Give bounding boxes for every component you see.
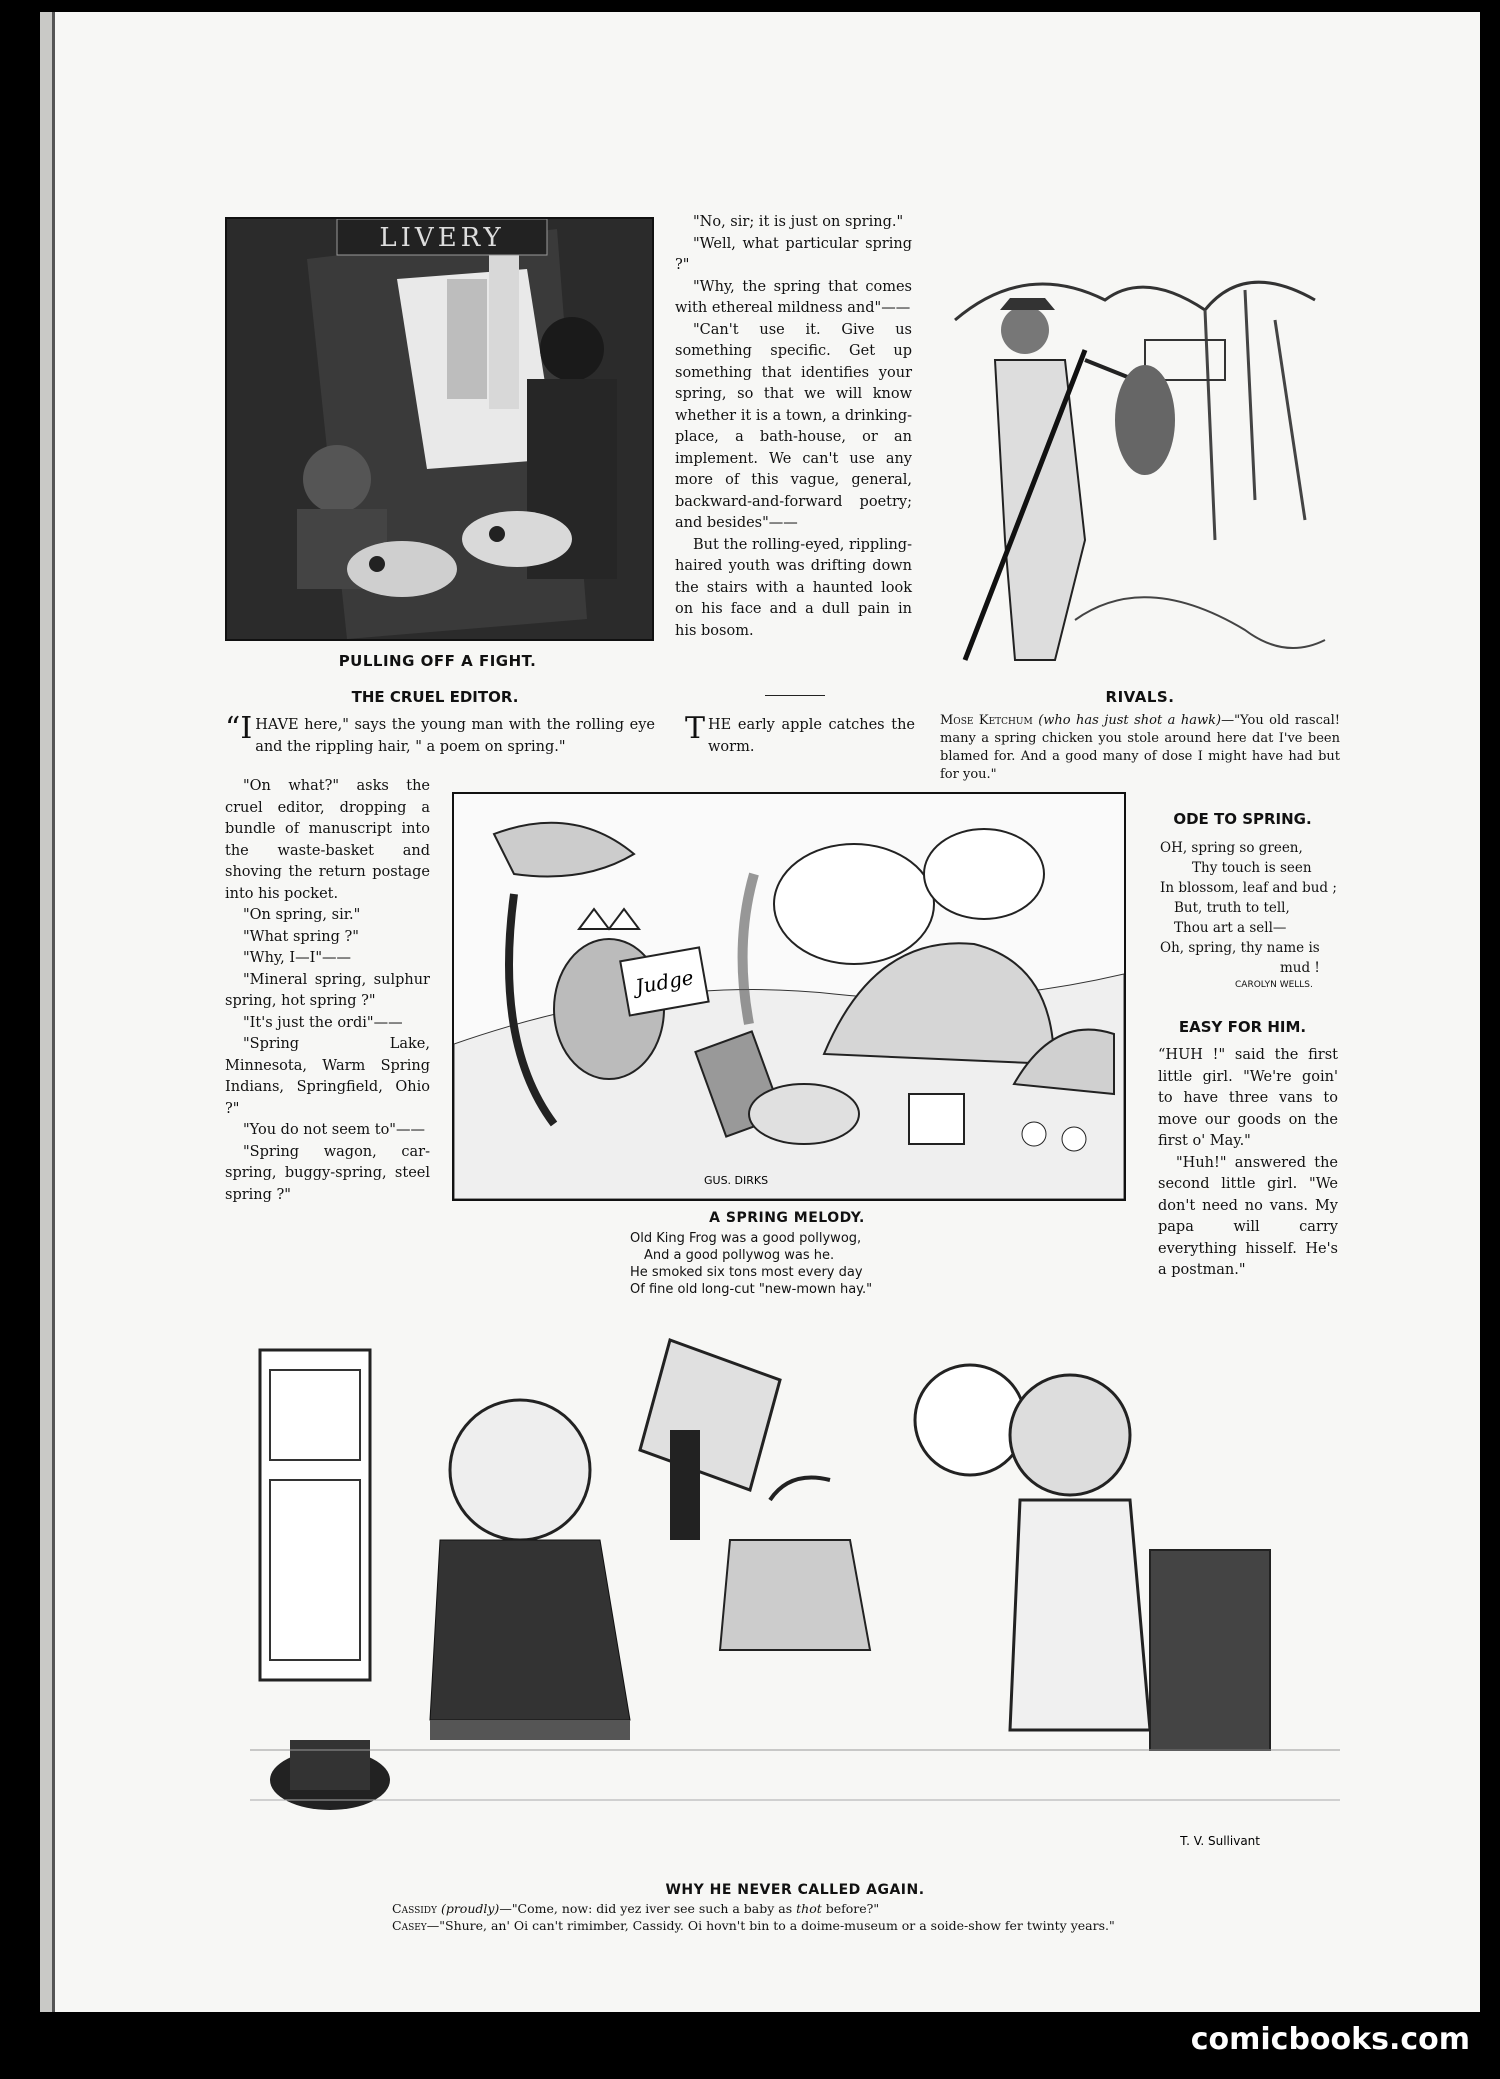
easy-for-him-text — [1158, 1045, 1338, 1282]
paragraph: "Huh!" answered the second little girl. "We don't need no vans. My papa will carry everything hisself. He's a postman." — [1158, 1154, 1338, 1278]
paragraph: “HUH !" said the first little girl. "We're goin' to have three vans to move our goods on the first o' May." — [1158, 1047, 1338, 1149]
cassidy-speech: —"Come, now: did yez iver see such a baby as — [499, 1901, 797, 1916]
paragraph: But the rolling-eyed, rippling-haired youth was drifting down the stairs with a haunted look on his face and a dull pain in his bosom. — [675, 536, 912, 639]
paragraph: "Spring wagon, car-spring, buggy-spring, steel spring ?" — [225, 1143, 430, 1203]
livery-sign-text: LIVERY — [379, 223, 505, 253]
paragraph: "Why, the spring that comes with ethereal mildness and"—— — [675, 278, 912, 316]
pulling-off-a-fight-illustration — [225, 217, 654, 641]
intro-dropcap: “I — [225, 711, 253, 746]
why-he-never-called-again-illustration — [250, 1300, 1340, 1870]
verse-line: Of fine old long-cut "new-mown hay." — [630, 1282, 873, 1297]
why-he-never-called-caption: WHY HE NEVER CALLED AGAIN. — [665, 1882, 925, 1898]
ode-line: In blossom, leaf and bud ; — [1160, 880, 1337, 896]
frog-king-drawing — [454, 794, 1124, 1199]
verse-line: He smoked six tons most every day — [630, 1265, 863, 1280]
ode-line: Thou art a sell— — [1174, 920, 1287, 936]
rivals-illustration — [945, 240, 1330, 680]
paragraph: "No, sir; it is just on spring." — [693, 214, 904, 230]
sullivant-signature: T. V. Sullivant — [1180, 1834, 1260, 1848]
ode-line: mud ! — [1280, 960, 1320, 976]
rivals-caption: RIVALS. — [1105, 688, 1175, 706]
cruel-editor-intro — [225, 711, 655, 758]
paragraph: "On spring, sir." — [243, 907, 361, 923]
speaker-cassidy: Cassidy — [392, 1901, 437, 1916]
ode-line: But, truth to tell, — [1174, 900, 1290, 916]
verse-line: And a good pollywog was he. — [644, 1248, 835, 1263]
comicbooks-watermark[interactable]: comicbooks.com — [1190, 2022, 1470, 2057]
easy-for-him-title: EASY FOR HIM. — [1178, 1018, 1307, 1036]
ode-line: OH, spring so green, — [1160, 840, 1303, 856]
cruel-editor-title: THE CRUEL EDITOR. — [351, 688, 519, 706]
why-he-never-called-dialogue — [392, 1900, 1352, 1934]
spring-melody-verse — [630, 1230, 950, 1298]
dialogue-line-2 — [392, 1917, 1352, 1934]
speaker-casey: Casey — [392, 1918, 427, 1933]
rivals-aside: (who has just shot a hawk) — [1038, 713, 1222, 728]
page-gutter — [40, 12, 52, 2012]
apple-dropcap: T — [685, 711, 706, 746]
paragraph: "Mineral spring, sulphur spring, hot spring ?" — [225, 971, 430, 1009]
ode-line: Oh, spring, thy name is — [1160, 940, 1320, 956]
rivals-dialogue — [940, 712, 1340, 784]
cruel-editor-column-2 — [675, 212, 912, 642]
dialogue-line-1 — [392, 1900, 1352, 1917]
livery-scene-drawing — [227, 219, 652, 639]
apple-text: HE early apple catches the worm. — [708, 717, 915, 755]
pulling-off-a-fight-caption: PULLING OFF A FIGHT. — [338, 652, 537, 670]
ode-author: CAROLYN WELLS. — [1235, 980, 1313, 990]
ode-line: Thy touch is seen — [1192, 860, 1312, 876]
cassidy-casey-drawing — [250, 1300, 1340, 1870]
cassidy-speech-end: before?" — [821, 1901, 880, 1916]
gus-dirks-signature: GUS. DIRKS — [704, 1174, 769, 1187]
paragraph: "You do not seem to"—— — [243, 1122, 425, 1138]
paragraph: "Why, I—I"—— — [243, 950, 352, 966]
hunter-with-hawk-drawing — [945, 240, 1330, 680]
cassidy-emphasis: thot — [796, 1901, 822, 1916]
casey-speech: —"Shure, an' Oi can't rimimber, Cassidy. Oi hovn't bin to a doime-museum or a soide-show fer twinty years." — [426, 1918, 1115, 1933]
cruel-editor-column-1 — [225, 776, 430, 1206]
verse-line: Old King Frog was a good pollywog, — [630, 1231, 862, 1246]
early-apple — [685, 711, 915, 758]
judge-sign-text: Judge — [633, 965, 696, 999]
column-divider-rule — [765, 695, 825, 696]
page-spine-line — [52, 12, 55, 2012]
rivals-speech: —"You old rascal! many a spring chicken you stole around here dat I've been blamed for. And a good many of dose I might have had but for you." — [940, 713, 1340, 782]
rivals-speaker: Mose Ketchum — [940, 713, 1033, 728]
ode-to-spring-title: ODE TO SPRING. — [1173, 810, 1312, 828]
spring-melody-illustration — [452, 792, 1126, 1201]
paragraph: "On what?" asks the cruel editor, dropping a bundle of manuscript into the waste-basket and shoving the return postage into his pocket. — [225, 778, 430, 902]
paragraph: "What spring ?" — [243, 928, 359, 945]
spring-melody-caption: A SPRING MELODY. — [709, 1210, 865, 1226]
cassidy-aside: (proudly) — [440, 1901, 500, 1916]
cruel-editor-intro-text: HAVE here," says the young man with the rolling eye and the rippling hair, " a poem on spring." — [255, 717, 655, 755]
ode-to-spring-verse — [1160, 838, 1340, 978]
paragraph: "Can't use it. Give us something specific. Get up something that identifies your spring, so that we will know whether it is a town, a drinking-place, a bath-house, or an implement. We can't use any more of this vague, general, backward-and-forward poetry; and besides"—— — [675, 321, 912, 531]
easy-text-1: HUH !" said the first little girl. "We're goin' to have three vans to move our goods on the first o' May." — [1158, 1047, 1338, 1149]
paragraph: "Spring Lake, Minnesota, Warm Spring Indians, Springfield, Ohio ?" — [225, 1036, 430, 1117]
paragraph: "Well, what particular spring ?" — [675, 235, 912, 273]
paragraph: "It's just the ordi"—— — [243, 1014, 403, 1031]
